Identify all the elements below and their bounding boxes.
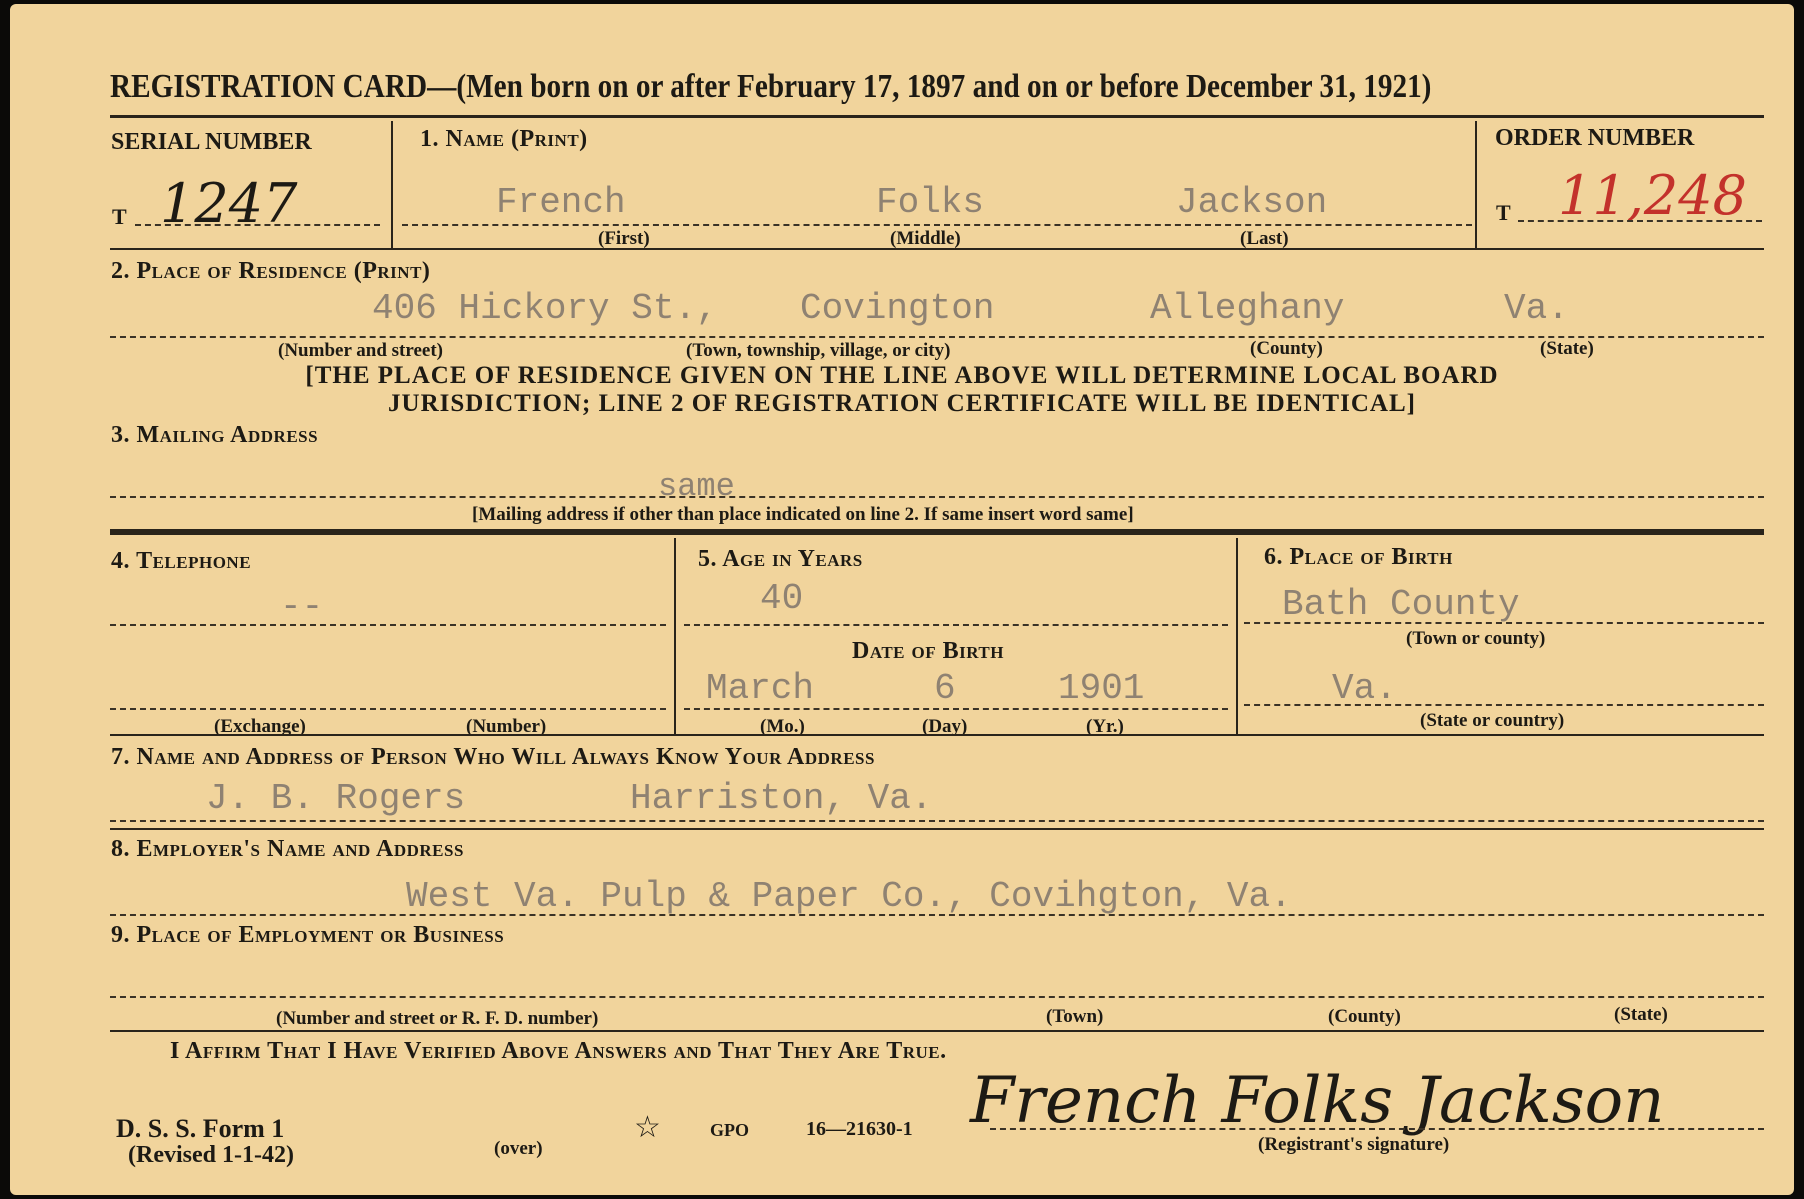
middle-name-value: Folks	[876, 182, 985, 223]
contact-label	[111, 744, 875, 771]
telephone-number: 4.	[111, 548, 130, 574]
title-rule	[110, 115, 1764, 118]
name-label-number: 1.	[420, 126, 439, 152]
residence-line	[110, 336, 1764, 338]
divider	[391, 121, 393, 249]
row-rule	[110, 828, 1764, 830]
age-value: 40	[760, 578, 804, 619]
last-caption: (Last)	[1240, 228, 1289, 249]
telephone-value: --	[280, 586, 324, 627]
section-rule	[110, 529, 1764, 535]
employer-line	[110, 914, 1764, 916]
telephone-label-text: Telephone	[136, 548, 252, 574]
dob-year-value: 1901	[1058, 668, 1145, 709]
town-county-caption: (Town or county)	[1406, 628, 1546, 649]
mailing-label-text: Mailing Address	[136, 422, 319, 448]
employment-place-label	[111, 922, 504, 949]
name-line	[402, 224, 1472, 226]
telephone-line	[110, 708, 666, 710]
employer-number: 8.	[111, 836, 130, 862]
age-line	[684, 624, 1228, 626]
state-country-caption: (State or country)	[1420, 710, 1565, 731]
order-prefix: T	[1496, 200, 1511, 225]
card-title-main: REGISTRATION CARD—	[110, 68, 457, 105]
registrant-signature: French Folks Jackson	[970, 1064, 1665, 1138]
employer-label	[111, 836, 464, 863]
serial-number-value: 1247	[160, 172, 298, 235]
first-name-value: French	[496, 182, 626, 223]
employer-value: West Va. Pulp & Paper Co., Covihgton, Va.	[406, 876, 1292, 917]
age-number: 5.	[698, 546, 717, 572]
residence-town-value: Covington	[800, 288, 995, 329]
jurisdiction-line-2: JURISDICTION; LINE 2 OF REGISTRATION CERTIFICATE WILL BE IDENTICAL]	[388, 390, 1416, 417]
over-note: (over)	[494, 1138, 543, 1159]
town-caption-9: (Town)	[1046, 1006, 1104, 1027]
month-caption: (Mo.)	[760, 716, 805, 737]
contact-number: 7.	[111, 744, 130, 770]
employment-place-number: 9.	[111, 922, 130, 948]
dob-month-value: March	[706, 668, 815, 709]
print-number: 16—21630-1	[806, 1118, 913, 1140]
exchange-caption: (Exchange)	[214, 716, 306, 737]
divider	[1236, 538, 1238, 736]
day-caption: (Day)	[922, 716, 968, 737]
row-rule	[110, 1030, 1764, 1032]
contact-line	[110, 820, 1764, 822]
age-label-text: Age in Years	[722, 546, 863, 572]
county-caption: (County)	[1250, 338, 1323, 359]
name-label	[420, 126, 588, 153]
serial-prefix: T	[112, 204, 127, 229]
card-title-sub: (Men born on or after February 17, 1897 and on or before December 31, 1921)	[456, 68, 1432, 105]
state-caption-9: (State)	[1614, 1004, 1668, 1025]
employment-line	[110, 996, 1764, 998]
state-caption: (State)	[1540, 338, 1594, 359]
mailing-number: 3.	[111, 422, 130, 448]
divider	[1475, 121, 1477, 249]
jurisdiction-line-1: [THE PLACE OF RESIDENCE GIVEN ON THE LINE ABOVE WILL DETERMINE LOCAL BOARD	[305, 362, 1499, 389]
county-caption-9: (County)	[1328, 1006, 1401, 1027]
mailing-value: same	[658, 468, 735, 505]
dob-label: Date of Birth	[852, 638, 1004, 664]
dob-day-value: 6	[934, 668, 956, 709]
telephone-line	[110, 624, 666, 626]
row-rule	[110, 248, 1764, 250]
form-revised: (Revised 1-1-42)	[128, 1142, 294, 1168]
contact-label-text: Name and Address of Person Who Will Always Know Your Address	[136, 744, 875, 770]
middle-caption: (Middle)	[890, 228, 961, 249]
contact-name-value: J. B. Rogers	[206, 778, 466, 819]
order-number-label: ORDER NUMBER	[1495, 125, 1695, 151]
birthplace-number: 6.	[1264, 544, 1283, 570]
last-name-value: Jackson	[1176, 182, 1328, 223]
residence-state-value: Va.	[1504, 288, 1569, 329]
street-rfd-caption: (Number and street or R. F. D. number)	[276, 1008, 599, 1029]
birthplace-label-text: Place of Birth	[1289, 544, 1453, 570]
divider	[674, 538, 676, 736]
residence-street-value: 406 Hickory St.,	[372, 288, 718, 329]
town-caption: (Town, township, village, or city)	[686, 340, 951, 361]
birthplace-label	[1264, 544, 1453, 571]
residence-label	[111, 258, 430, 285]
street-caption: (Number and street)	[278, 340, 443, 361]
birthplace-state-line	[1244, 704, 1764, 706]
gpo-mark: GPO	[710, 1120, 749, 1140]
signature-caption: (Registrant's signature)	[1258, 1134, 1450, 1155]
residence-label-text: Place of Residence (Print)	[136, 258, 431, 284]
order-number-value: 11,248	[1558, 164, 1747, 227]
contact-address-value: Harriston, Va.	[630, 778, 933, 819]
year-caption: (Yr.)	[1086, 716, 1124, 737]
dob-line	[684, 708, 1228, 710]
star-icon: ☆	[634, 1111, 661, 1144]
birthplace-line	[1244, 622, 1764, 624]
card-title	[110, 68, 1431, 106]
form-id: D. S. S. Form 1	[116, 1114, 285, 1143]
employment-place-label-text: Place of Employment or Business	[136, 922, 505, 948]
first-caption: (First)	[598, 228, 650, 249]
order-line	[1518, 220, 1762, 222]
birthplace-state-value: Va.	[1332, 668, 1397, 709]
jurisdiction-notice	[10, 362, 1794, 418]
mailing-line	[110, 496, 1764, 498]
number-caption: (Number)	[466, 716, 547, 737]
name-label-text: Name (Print)	[445, 126, 588, 152]
registration-card	[10, 4, 1794, 1195]
affirmation-text: I Affirm That I Have Verified Above Answers and That They Are True.	[170, 1038, 947, 1064]
employer-label-text: Employer's Name and Address	[136, 836, 464, 862]
row-rule	[110, 734, 1764, 736]
mailing-caption: [Mailing address if other than place indicated on line 2. If same insert word same]	[472, 504, 1134, 525]
birthplace-town-value: Bath County	[1282, 584, 1520, 625]
residence-number: 2.	[111, 258, 130, 284]
serial-number-label: SERIAL NUMBER	[111, 129, 312, 155]
age-label	[698, 546, 863, 573]
signature-line	[990, 1128, 1764, 1130]
residence-county-value: Alleghany	[1150, 288, 1345, 329]
serial-line	[135, 224, 380, 226]
mailing-label	[111, 422, 318, 449]
telephone-label	[111, 548, 251, 575]
